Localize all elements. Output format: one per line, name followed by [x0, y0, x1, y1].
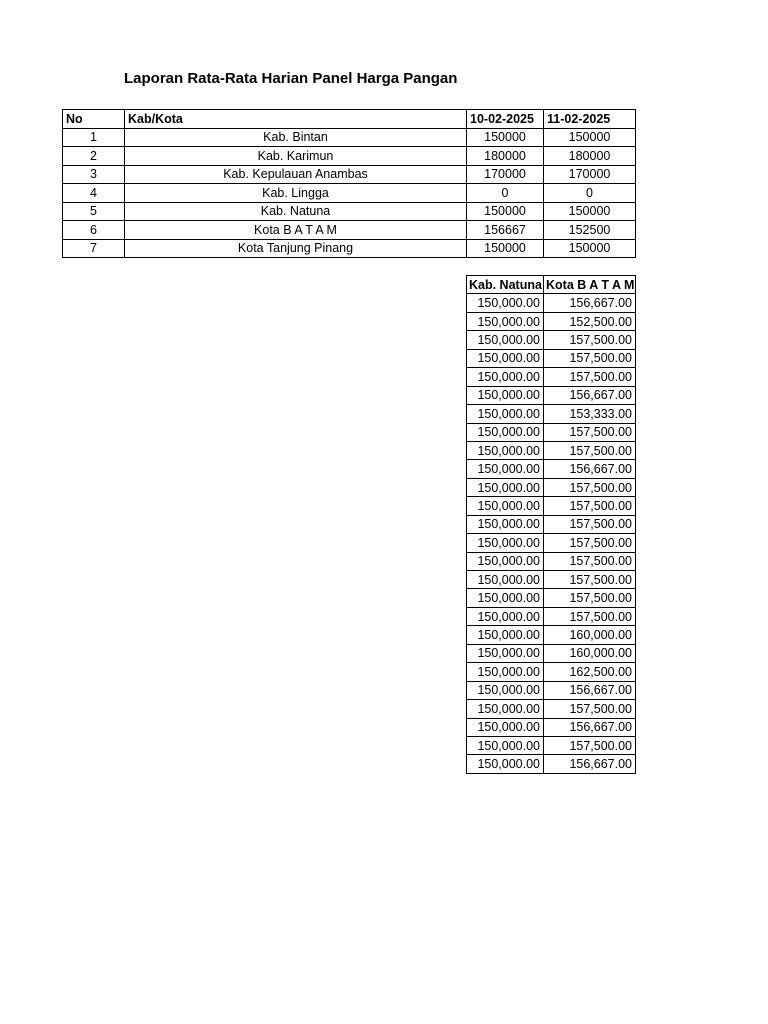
- cell-kota-batam: 157,500.00: [544, 423, 636, 441]
- table-row: [467, 497, 636, 515]
- cell-kota-batam: 156,667.00: [544, 681, 636, 699]
- cell-kota-batam: 160,000.00: [544, 626, 636, 644]
- table-row: [467, 312, 636, 330]
- header-date-2: 11-02-2025: [544, 110, 636, 129]
- cell-date-2: 152500: [544, 221, 636, 240]
- table-row: [467, 571, 636, 589]
- cell-kab-natuna: 150,000.00: [467, 478, 544, 496]
- cell-kota-batam: 157,500.00: [544, 552, 636, 570]
- cell-kota-batam: 157,500.00: [544, 589, 636, 607]
- table-row: [63, 221, 636, 240]
- table-row: [467, 386, 636, 404]
- cell-kota-batam: 162,500.00: [544, 663, 636, 681]
- table-row: [467, 294, 636, 312]
- cell-kab-natuna: 150,000.00: [467, 681, 544, 699]
- cell-no: 4: [63, 184, 125, 203]
- cell-kota-batam: 157,500.00: [544, 497, 636, 515]
- header-kab-natuna: Kab. Natuna: [467, 276, 544, 294]
- cell-kab-natuna: 150,000.00: [467, 644, 544, 662]
- cell-kab-natuna: 150,000.00: [467, 718, 544, 736]
- cell-kota-batam: 157,500.00: [544, 534, 636, 552]
- cell-kota-batam: 156,667.00: [544, 460, 636, 478]
- cell-no: 5: [63, 202, 125, 221]
- cell-no: 3: [63, 165, 125, 184]
- table-row: [467, 331, 636, 349]
- cell-kota-batam: 152,500.00: [544, 312, 636, 330]
- table-row: [63, 165, 636, 184]
- cell-kota-batam: 156,667.00: [544, 386, 636, 404]
- cell-kab-natuna: 150,000.00: [467, 589, 544, 607]
- table-row: [467, 349, 636, 367]
- cell-kota-batam: 157,500.00: [544, 349, 636, 367]
- cell-kota-batam: 157,500.00: [544, 571, 636, 589]
- table-row: [467, 368, 636, 386]
- table-row: [63, 147, 636, 166]
- cell-no: 2: [63, 147, 125, 166]
- cell-kab-natuna: 150,000.00: [467, 423, 544, 441]
- cell-kota-batam: 157,500.00: [544, 515, 636, 533]
- cell-kab-natuna: 150,000.00: [467, 626, 544, 644]
- cell-date-2: 150000: [544, 239, 636, 258]
- cell-no: 7: [63, 239, 125, 258]
- cell-kota-batam: 157,500.00: [544, 607, 636, 625]
- cell-kab-natuna: 150,000.00: [467, 571, 544, 589]
- cell-kota-batam: 160,000.00: [544, 644, 636, 662]
- table-row: [63, 184, 636, 203]
- header-no: No: [63, 110, 125, 129]
- cell-date-1: 180000: [467, 147, 544, 166]
- table-row: [467, 515, 636, 533]
- header-kab-kota: Kab/Kota: [125, 110, 467, 129]
- cell-kota-batam: 157,500.00: [544, 331, 636, 349]
- table-row: [467, 718, 636, 736]
- cell-kab-kota: Kab. Karimun: [125, 147, 467, 166]
- table-row: [467, 478, 636, 496]
- cell-kota-batam: 157,500.00: [544, 736, 636, 754]
- cell-kab-natuna: 150,000.00: [467, 663, 544, 681]
- cell-date-2: 180000: [544, 147, 636, 166]
- cell-kab-natuna: 150,000.00: [467, 497, 544, 515]
- header-kota-batam: Kota B A T A M: [544, 276, 636, 294]
- table-row: [467, 626, 636, 644]
- cell-kab-natuna: 150,000.00: [467, 294, 544, 312]
- cell-no: 6: [63, 221, 125, 240]
- cell-date-2: 150000: [544, 202, 636, 221]
- cell-kab-kota: Kota Tanjung Pinang: [125, 239, 467, 258]
- cell-kota-batam: 156,667.00: [544, 755, 636, 773]
- cell-kab-natuna: 150,000.00: [467, 349, 544, 367]
- table-row: [467, 663, 636, 681]
- cell-date-2: 170000: [544, 165, 636, 184]
- cell-kota-batam: 157,500.00: [544, 700, 636, 718]
- cell-kab-kota: Kab. Natuna: [125, 202, 467, 221]
- cell-date-1: 170000: [467, 165, 544, 184]
- cell-date-2: 150000: [544, 128, 636, 147]
- table-row: [467, 644, 636, 662]
- table-row: [467, 607, 636, 625]
- cell-kab-natuna: 150,000.00: [467, 736, 544, 754]
- cell-date-1: 156667: [467, 221, 544, 240]
- header-row: [467, 276, 636, 294]
- cell-kota-batam: 156,667.00: [544, 294, 636, 312]
- page-title: Laporan Rata-Rata Harian Panel Harga Pangan: [124, 70, 458, 87]
- cell-kab-kota: Kota B A T A M: [125, 221, 467, 240]
- table-row: [467, 460, 636, 478]
- cell-kota-batam: 157,500.00: [544, 368, 636, 386]
- table-row: [63, 239, 636, 258]
- table-row: [63, 128, 636, 147]
- cell-kab-natuna: 150,000.00: [467, 700, 544, 718]
- cell-kab-natuna: 150,000.00: [467, 441, 544, 459]
- cell-kab-natuna: 150,000.00: [467, 515, 544, 533]
- cell-kab-natuna: 150,000.00: [467, 331, 544, 349]
- cell-kota-batam: 157,500.00: [544, 441, 636, 459]
- table-row: [467, 681, 636, 699]
- header-date-1: 10-02-2025: [467, 110, 544, 129]
- natuna-batam-table: [466, 275, 636, 774]
- cell-date-1: 150000: [467, 239, 544, 258]
- cell-kab-natuna: 150,000.00: [467, 386, 544, 404]
- table-row: [467, 700, 636, 718]
- cell-date-1: 0: [467, 184, 544, 203]
- price-summary-table: [62, 109, 636, 258]
- cell-kab-natuna: 150,000.00: [467, 552, 544, 570]
- cell-kab-kota: Kab. Lingga: [125, 184, 467, 203]
- table-row: [467, 405, 636, 423]
- table-row: [467, 441, 636, 459]
- cell-kab-natuna: 150,000.00: [467, 534, 544, 552]
- table-row: [467, 736, 636, 754]
- table-row: [467, 552, 636, 570]
- cell-date-1: 150000: [467, 202, 544, 221]
- cell-kota-batam: 157,500.00: [544, 478, 636, 496]
- cell-kab-natuna: 150,000.00: [467, 460, 544, 478]
- cell-no: 1: [63, 128, 125, 147]
- cell-date-1: 150000: [467, 128, 544, 147]
- table-row: [467, 423, 636, 441]
- cell-kab-natuna: 150,000.00: [467, 312, 544, 330]
- cell-kab-natuna: 150,000.00: [467, 607, 544, 625]
- table-row: [467, 534, 636, 552]
- cell-date-2: 0: [544, 184, 636, 203]
- cell-kab-kota: Kab. Bintan: [125, 128, 467, 147]
- table-row: [467, 755, 636, 773]
- cell-kab-natuna: 150,000.00: [467, 405, 544, 423]
- cell-kab-natuna: 150,000.00: [467, 368, 544, 386]
- header-row: [63, 110, 636, 129]
- cell-kota-batam: 156,667.00: [544, 718, 636, 736]
- cell-kab-kota: Kab. Kepulauan Anambas: [125, 165, 467, 184]
- cell-kab-natuna: 150,000.00: [467, 755, 544, 773]
- cell-kota-batam: 153,333.00: [544, 405, 636, 423]
- table-row: [63, 202, 636, 221]
- table-row: [467, 589, 636, 607]
